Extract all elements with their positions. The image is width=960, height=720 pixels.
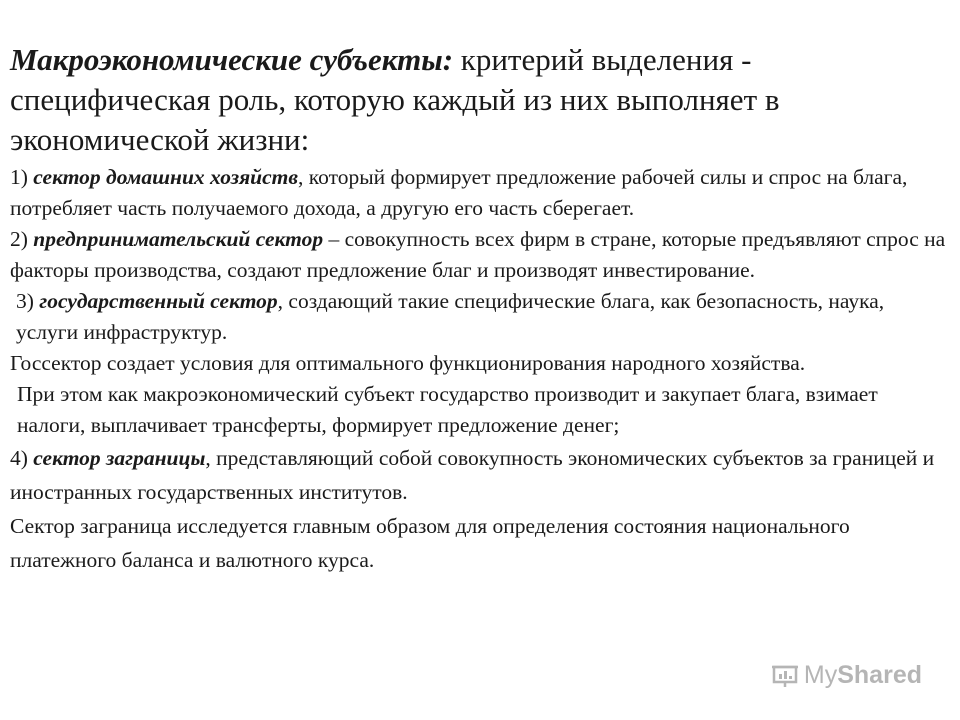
sector-2-term: предпринимательский сектор: [33, 227, 324, 251]
sector-3-number: 3): [16, 289, 40, 313]
sector-4-number: 4): [10, 446, 34, 470]
presentation-icon: [772, 663, 798, 689]
sector-4-text: , представляющий собой совокупность экономических субъектов за границей и иностранных государственных институтов.: [10, 446, 935, 504]
sector-2-paragraph: [10, 224, 950, 286]
watermark-text: [804, 661, 922, 690]
body-text: [10, 162, 950, 577]
sector-1-paragraph: [10, 162, 950, 224]
watermark-shared: Shared: [837, 661, 922, 689]
sector-1-text: , который формирует предложение рабочей силы и спрос на блага, потребляет часть получаемого дохода, а другую его часть сберегает.: [10, 165, 908, 220]
watermark-my: My: [803, 661, 838, 689]
sector-3-term: государственный сектор: [39, 289, 278, 313]
gov-note-2: При этом как макроэкономический субъект государство производит и закупает блага, взимает налоги, выплачивает трансферты, формирует предложение денег;: [17, 382, 878, 437]
slide-content: [10, 40, 950, 577]
watermark: [772, 661, 922, 690]
sector-4-term: сектор заграницы: [33, 446, 206, 470]
sector-3-paragraph: [10, 286, 950, 348]
intro-text: критерий выделения - специфическая роль, которую каждый из них выполняет в экономической жизни:: [10, 42, 780, 157]
sector-2-text: – совокупность всех фирм в стране, которые предъявляют спрос на факторы производства, создают предложение благ и производят инвестирование.: [10, 227, 946, 282]
intro-term: Макроэкономические субъекты:: [10, 42, 454, 77]
sector-3-text: , создающий такие специфические блага, как безопасность, наука, услуги инфраструктур.: [16, 289, 885, 344]
sector-1-number: 1): [10, 165, 34, 189]
foreign-note: Сектор заграница исследуется главным образом для определения состояния национального платежного баланса и валютного курса.: [10, 514, 850, 572]
sector-4-paragraph: [10, 441, 950, 509]
sector-1-term: сектор домашних хозяйств: [33, 165, 299, 189]
gov-note-1: Госсектор создает условия для оптимального функционирования народного хозяйства.: [10, 351, 806, 375]
sector-2-number: 2): [10, 227, 34, 251]
intro-paragraph: [10, 40, 950, 160]
